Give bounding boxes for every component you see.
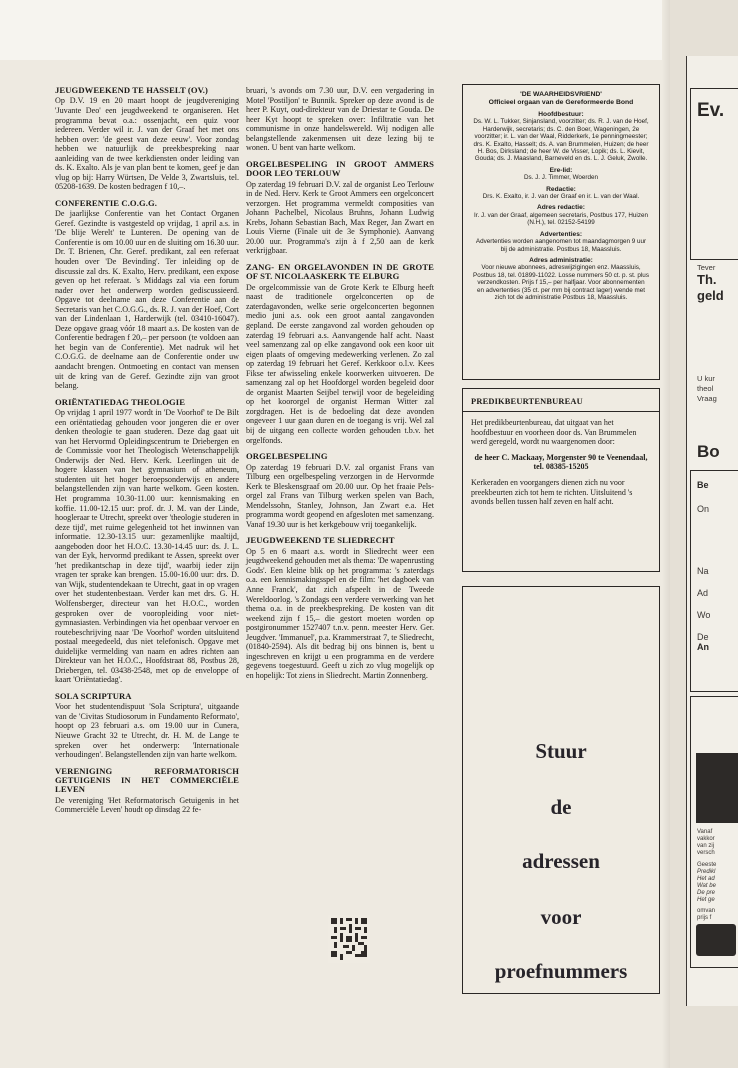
erelid-text: Ds. J. J. Timmer, Woerden	[523, 174, 599, 182]
article-text: Op zaterdag 19 februari D.V. zal de organist Leo Terlouw in de Ned. Herv. Kerk te Groot Ammers een orgelconcert verzorgen. Het programma vermeldt composities van Johann Pachelbel, Nicolaus Bruhns, Johann Ludwig Krebs, Johann Sebastian Bach, Max Reger, Jan Zwart en Louis Vierne (Finale uit de 3e Symphonie). Aanvang 20.00 uur. Programma's zijn à f 2,50 aan de kerk verkrijgbaar.	[246, 179, 434, 256]
article-jeugdweekend-sliedrecht	[246, 536, 434, 680]
article-text: Voor het studentendispuut 'Sola Scriptura', uitgaande van de 'Civitas Studiosorum in Fundamento Reformato', hoopt op 23 februari a.s. om 19.00 uur in Cunera, Nieuwe Gracht 32 te Utrecht, dr. H. M. de Lange te spreken over het onderwerp: 'Internationale verhoudingen'. Belangstellenden zijn van harte welkom.	[55, 702, 239, 760]
frag-foot: van zij	[697, 843, 715, 849]
label-advertenties: Advertenties:	[539, 230, 583, 238]
column-2	[246, 86, 434, 680]
frag-foot: Vanaf	[697, 829, 713, 835]
frag-foot: Het ad	[697, 876, 715, 882]
article-title: CONFERENTIE C.O.G.G.	[55, 197, 158, 208]
label-administratie: Adres administratie:	[529, 256, 593, 264]
ad-line: adressen	[522, 849, 600, 873]
masthead-box	[462, 84, 660, 380]
article-title: JEUGDWEEKEND TE SLIEDRECHT	[246, 535, 395, 546]
article-continuation	[246, 86, 434, 153]
frag-tever: Tever	[697, 263, 716, 272]
label-redactie: Redactie:	[546, 185, 576, 193]
frag-on: On	[697, 504, 710, 514]
photo-block	[696, 753, 738, 823]
frag-ev: Ev.	[697, 100, 725, 121]
article-title: ZANG- EN ORGELAVONDEN IN DE GROTE OF ST. NICOLAASKERK TE ELBURG	[246, 262, 434, 282]
scan-top-margin	[0, 0, 738, 60]
adres-redactie-text: Ir. J. van der Graaf, algemeen secretaris, Postbus 177, Huizen (N.H.), tel. 02152-54199	[474, 211, 648, 227]
column-1	[55, 86, 239, 815]
article-text: Op 5 en 6 maart a.s. wordt in Sliedrecht weer een jeugdweekend gehouden met als thema: 'De wapenrusting Gods'. Een kleine blik op het programma: 's zaterdags o.a. een kennismakingsspel en de film: 'het dagboek van Anne Franck', dat zich afspeelt in de Tweede Wereldoorlog. 's Zondags een verdere verwerking van het thema o.a. in de preekbespreking. De kosten van dit weekend zijn f 15,– die gestort moeten worden op postgironummer 1527407 t.n.v. penn. meester Herv. Ger. Jeugdver. 'Immanuel', p.a. Krammerstraat 7, te Sliedrecht, (01840-2594). Als dit bedrag bij ons binnen is, bent u ingeschreven en krijgt u een programma en de verdere gegevens toegestuurd. Geeft u zich zo vlug mogelijk op en hopelijk: Tot ziens in Sliedrecht. Martin Zonnenberg.	[246, 546, 435, 680]
frag-theol: theol	[697, 384, 714, 393]
frag-na: Na	[697, 566, 709, 576]
frag-ukur: U kur	[697, 374, 715, 383]
hoofdbestuur-text: Ds. W. L. Tukker, Sinjansland, voorzitter; ds. R. J. van de Hoef, Harderwijk, secretaris; ds. C. den Boer, Wageningen, 2e voorzitter; ir. L. van der Waal, Ridderkerk, 1e penningmeester; drs. K. Exalto, Hasselt; ds. A. van Brummelen, Huizen; de heer H. Bos, Dirksland; de heer W. de Visser, Lopik; ds. L. Kievit, Gouda; ds. J. Maasland, Barneveld en ds. L. J. Geluk, Zwolle.	[473, 118, 649, 163]
frag-foot: Predikl	[697, 869, 716, 875]
article-text: De jaarlijkse Conferentie van het Contact Organen Geref. Gezindte is vastgesteld op vrijdag, 1 april a.s. in 'De blije Werelt' te Lunteren. De opening van de Conferentie is om 10.00 uur en de sluiting om 16.30 uur. Dr. T. Brienen, Chr. Geref. predikant, zal een referaat houden over 'De Bevinding'. Ter inleiding op de discussie zal drs. K. Exalto, Herv. predikant, een expose geven op het referaat. 's Middags zal via een forum nader over het onderwerp worden gediscussieerd. Opgave tot deelname aan deze Conferentie aan de Secretaris van het C.O.G.G., ds. R. J. van der Hoef, Cort van der Lindenlaan 1, Harderwijk (tel. 03410-16047). Deze opgave graag vóór 18 maart a.s. De kosten van de Conferentie bedragen f 20,– per persoon (te voldoen aan het begin van de Conferentie). Met nadruk wil het C.O.G.G. de deelname aan de Conferentie onder uw aandacht brengen. Ontmoeting en contact van mensen uit de kring van de Geref. Gezindte zijn van groot belang.	[55, 209, 239, 391]
frag-be: Be	[697, 480, 709, 490]
label-erelid: Ere-lid:	[549, 166, 573, 174]
article-orientatiedag	[55, 398, 239, 685]
frag-foot: Het ge	[697, 897, 715, 903]
frag-foot: versch	[697, 850, 715, 856]
article-orgelbespeling	[246, 452, 434, 529]
article-text: De vereniging 'Het Reformatorisch Getuigenis in het Commerciële Leven' houdt op dinsdag 22 fe-	[55, 795, 239, 815]
frag-bo: Bo	[697, 442, 720, 461]
article-conferentie	[55, 199, 239, 391]
predikbeurtenbureau-note: Kerkeraden en voorgangers dienen zich nu voor preekbeurten zich tot hem te richten. Uitsluitend 's avonds bellen tussen half zeven en half acht.	[471, 477, 633, 507]
article-title: VERENIGING REFORMATORISCH GETUIGENIS IN HET COMMERCIËLE LEVEN	[55, 765, 239, 795]
frag-an: An	[697, 642, 709, 652]
article-title: JEUGDWEEKEND TE HASSELT (OV.)	[55, 85, 209, 95]
article-title: ORGELBESPELING IN GROOT AMMERS DOOR LEO TERLOUW	[246, 158, 434, 179]
frag-vraag: Vraag	[697, 394, 717, 403]
predikbeurtenbureau-box	[462, 388, 660, 572]
frag-foot: omvan	[697, 908, 716, 914]
predikbeurtenbureau-text: Het predikbeurtenbureau, dat uitgaat van het hoofdbestuur en voorheen door ds. Van Brummelen werd geregeld, wordt nu waargenomen door:	[471, 418, 637, 447]
article-title: ORGELBESPELING	[246, 451, 328, 462]
article-text: Op vrijdag 1 april 1977 wordt in 'De Voorhof' te De Bilt een oriëntatiedag gehouden voor jongeren die er over denken theologie te gaan studeren. Deze dag gaat uit van het Hervormd Opleidingscentrum te Driebergen en de Commissie voor het Theologisch Wetenschappelijk Onderwijs der Ned. Herv. Kerk. Leerlingen uit de hogere klassen van het gymnasium of atheneum, studenten uit het hoger beroepsonderwijs en andere belangstellenden zijn van harte welkom. Geen kosten. Het programma 10.30-11.00 uur: kennismaking en koffie. 11.00-12.15 uur: prof. dr. J. M. van der Linde, hoogleraar te Utrecht, spreekt over 'theologie studeren in deze tijd', met ruime gelegenheid tot het inwinnen van informatie. 12.30-13.15 uur: gezamenlijke maaltijd, aangeboden door het H.O.C. 13.30-14.45 uur: ds. J. L. van der Eyk, hervormd predikant te Assen, spreekt over 'het predikantschap in deze tijd', waarbij ieder zijn vragen ter sprake kan brengen. 15.00-16.00 uur: drs. D. van Wijk, studentendekaan te Utrecht, gaat in op vragen over het studentenbestaan. Verder kan met drs. G. H. Wolfensberger, directeur van het H.O.C., worden gesproken over de vooropleiding voor niet-gymnasiasten. Verbindingen via het openbaar vervoer en routebeschrijving naar 'De Voorhof' worden uitsluitend postaal meegedeeld, dus niet telefonisch. Opgave met duidelijke vermelding van naam en adres richten aan Direkteur van het H.O.C., Hoofdstraat 88, Postbus 28, Driebergen, tel. 03438-2548, met op de enveloppe of kaart 'Oriëntatiedag'.	[55, 408, 239, 685]
ornament-icon	[328, 915, 370, 963]
frag-ad: Ad	[697, 588, 709, 598]
ad-line: voor	[540, 905, 582, 929]
article-sola-scriptura	[55, 692, 239, 760]
frag-wo: Wo	[697, 610, 711, 620]
frag-th: Th.	[697, 272, 717, 287]
label-hoofdbestuur: Hoofdbestuur:	[538, 111, 584, 118]
ad-line: Stuur	[535, 739, 587, 763]
article-orgel-groot-ammers	[246, 160, 434, 256]
logo-block	[696, 924, 736, 956]
frag-geld: geld	[697, 288, 724, 303]
article-text: Op zaterdag 19 februari D.V. zal organist Frans van Tilburg een orgelbespeling verzorgen in de Hervormde Kerk te Bleskensgraaf om 20.00 uur. Op het fraaie Pels-orgel zal Frans van Tilburg werken spelen van Bach, Mendelssohn, Stanley, Johnson, Jan Zwart e.a. Het programma wordt geopend en afgesloten met samenzang. Vanaf 19.30 uur is het kerkgebouw vrij toegankelijk.	[246, 462, 434, 529]
article-jeugdweekend-hasselt	[55, 86, 239, 192]
frag-foot: prijs f	[697, 915, 712, 921]
article-title: ORIËNTATIEDAG THEOLOGIE	[55, 396, 186, 407]
article-vereniging	[55, 767, 239, 815]
article-text: bruari, 's avonds om 7.30 uur, D.V. een vergadering in Motel 'Postiljon' te Bunnik. Spreker op deze avond is de heer P. Kuyt, oud-direkteur van de Driestar te Gouda. De heer Kyt hoopt te spreken over: Infiltratie van het communisme in onze handelswereld. Wij nodigen alle belangstellende zakenmensen uit deze lezing bij te wonen. U bent van harte welkom.	[246, 86, 434, 153]
frag-de: De	[697, 632, 709, 642]
administratie-text: Voor nieuwe abonnees, adreswijzigingen enz. Maassluis, Postbus 18, tel. 01899-11022. Losse nummers 50 ct. p. st. plus verzendkosten. Prijs f 15,– per halfjaar. Voor abonnementen en advertenties (35 ct. per mm bij contract lager) wende met zich tot de administratie Postbus 18, Maassluis.	[473, 264, 649, 301]
right-page-fragment	[686, 56, 738, 1006]
masthead-name: 'DE WAARHEIDSVRIEND'	[520, 91, 602, 98]
article-text: Op D.V. 19 en 20 maart hoopt de jeugdvereniging 'Juvante Deo' een jeugdweekend te organiseren. Het programma bevat o.a.: ossenjacht, een quiz voor iedereen. Verder wil ir. J. van der Graaf het met ons hebben over: 'de geest van deze eeuw'. Voor zondag hebben we natuurlijk de preekbespreking naar aanleiding van de twee kerkdiensten onder leiding van ds. K. Exalto. Als je van plan bent te komen, geef je dan vlug op bij: Harry Würtsen, De Velde 3, Zwartsluis, tel. 05208-1639. De kosten bedragen f 10,–.	[55, 96, 239, 192]
predikbeurtenbureau-title: PREDIKBEURTENBUREAU	[463, 389, 659, 412]
redactie-text: Drs. K. Exalto, ir. J. van der Graaf en ir. L. van der Waal.	[482, 193, 640, 201]
masthead-subtitle: Officieel orgaan van de Gereformeerde Bond	[488, 99, 634, 106]
frag-foot: vakkor	[697, 836, 715, 842]
frag-foot: De pre	[697, 890, 716, 896]
frag-foot: Wat be	[697, 883, 716, 889]
article-zang-orgel-elburg	[246, 263, 434, 445]
article-text: De orgelcommissie van de Grote Kerk te Elburg heeft naast de traditionele orgelconcerten op de zaterdagavonden, welke serie orgelconcerten begonnen medio juni a.s. ook een groot aantal zangavonden gepland. De eerste zangavond zal worden gehouden op zaterdag 19 februari a.s. Aanvangende half acht. Naast veel samenzang zal op elke zangavond ook een koor uit eigen plaats of omgeving medewerking verlenen. Zo zal op zaterdag 19 februari het Geref. Kerkkoor o.l.v. Kees Fikse ter afwisseling enkele koorwerken uitvoeren. De samenzang zal op het Hoofdorgel worden begeleid door de organist Maarten Seijbel terwijl voor de begeleiding op het koororgel de organist Herman Witter zal zorgdragen. Het is de bedoeling dat deze avonden ongeveer 1 uur gaan duren en de toegang is vrij. Wel zal bij de uitgang een collecte worden gehouden t.b.v. het orgelfonds.	[246, 282, 434, 445]
predikbeurtenbureau-address: de heer C. Mackaay, Morgenster 90 te Veenendaal, tel. 08385-15205	[474, 452, 648, 472]
label-adres-redactie: Adres redactie:	[536, 204, 585, 212]
ad-proefnummers	[462, 586, 660, 994]
article-title: SOLA SCRIPTURA	[55, 690, 132, 701]
ad-line: proefnummers	[494, 959, 628, 983]
ad-line: de	[550, 795, 572, 819]
advertenties-text: Advertenties worden aangenomen tot maandagmorgen 9 uur bij de administratie. Postbus 18, Maassluis.	[475, 238, 647, 253]
frag-foot: Geeste	[697, 862, 717, 868]
